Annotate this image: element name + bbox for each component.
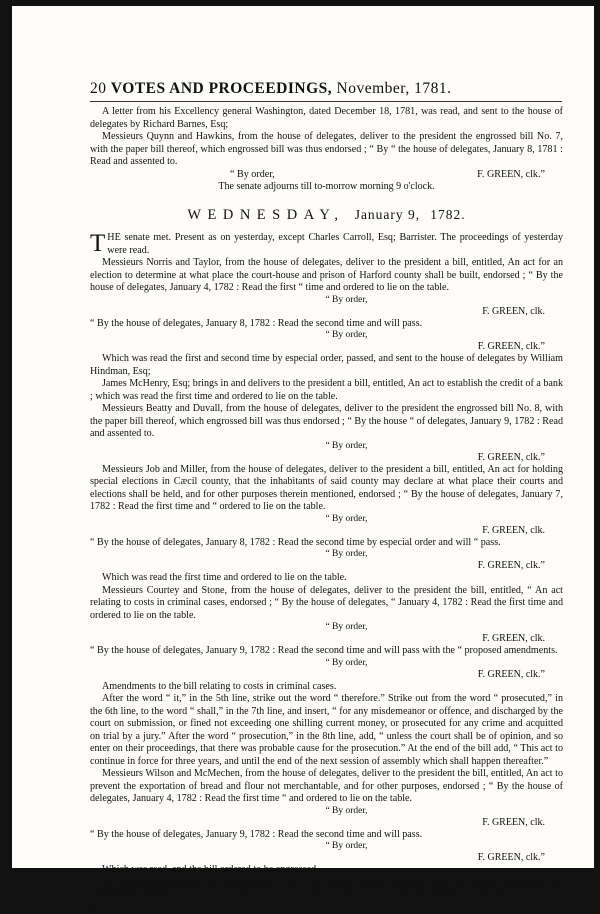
clerk-signature: F. GREEN, clk.” xyxy=(90,452,563,464)
by-order: “ By order, xyxy=(90,330,563,341)
paragraph: Which was read, and the bill ordered to be engrossed. xyxy=(90,864,563,877)
by-order: “ By order, xyxy=(90,549,563,560)
header-year: 1781. xyxy=(414,80,451,97)
by-order: “ By order, xyxy=(90,658,563,669)
by-order: “ By order, xyxy=(90,441,563,452)
clerk-signature: F. GREEN, clk. xyxy=(90,633,563,645)
document-page xyxy=(12,6,594,868)
clerk-signature: F. GREEN, clk.” xyxy=(90,669,563,681)
paragraph: Which was read the first time and ordered to lie on the table. xyxy=(90,572,563,585)
clerk-signature: F. GREEN, clk. xyxy=(90,525,563,537)
header-rule xyxy=(90,101,562,102)
paragraph: The senate proceeded to the consideration of the bill, entitled, An act relating to costs in criminal cases, with the amendments proposed by the house of delegates, and agreed to the 1st, 2d, and 4th, and rejected the 3d. xyxy=(90,877,563,902)
clerk-signature: F. GREEN, clk.” xyxy=(477,169,545,182)
by-order: “ By order, xyxy=(90,622,563,633)
paragraph: Messieurs Beatty and Duvall, from the house of delegates, deliver to the president the engrossed bill No. 8, with the paper bill thereof, which engrossed bill was thus endorsed ; “ By the house “ of delegates, January 9, 1782 : Read and assented to. xyxy=(90,403,563,441)
adjournment-note: The senate adjourns till to-morrow morning 9 o'clock. xyxy=(90,181,563,193)
paragraph: After the word “ it,” in the 5th line, strike out the word “ therefore.” Strike out from the word “ prosecuted,” in the 6th line, to the word “ shall,” in the 7th line, and insert, “ for any misdemeanor or offence, and discharged by the court on submission, or fined not exceeding one shilling current money, or prosecuted for any crime and acquitted on trial by a jury.” After the word “ prosecution,” in the 8th line, add, “ unless the court shall be of opinion, and so enter on their proceedings, that there was probable cause for the prosecution.” At the end of the bill add, “ This act to continue in force for three years, and until the end of the next session of assembly which shall happen thereafter.” xyxy=(90,693,563,768)
catchword: It xyxy=(90,902,563,914)
header-month: November, xyxy=(337,80,410,97)
by-order: “ By order, xyxy=(90,841,563,852)
by-order: “ By order, xyxy=(90,514,563,525)
paragraph: Messieurs Norris and Taylor, from the house of delegates, deliver to the president a bill, entitled, An act for an election to determine at what place the court-house and prison of Harford county shall be built, endorsed ; “ By the house of delegates, January 4, 1782 : Read the first “ time and ordered to lie on the table. xyxy=(90,257,563,295)
paragraph: Messieurs Wilson and McMechen, from the house of delegates, deliver to the president the bill, entitled, An act to prevent the exportation of bread and flour not merchantable, and for other purposes, endorsed ; “ By the house of delegates, January 4, 1782 : Read the first time “ and ordered to lie on the table. xyxy=(90,768,563,806)
clerk-signature: F. GREEN, clk.” xyxy=(90,341,563,353)
drop-cap: T xyxy=(90,234,105,254)
paragraph: HE senate met. Present as on yesterday, except Charles Carroll, Esq; Barrister. The proceedings of yesterday were read. xyxy=(107,232,563,256)
day-name: WEDNESDAY, xyxy=(187,207,344,223)
running-title: VOTES AND PROCEEDINGS, xyxy=(111,80,332,97)
paragraph: Amendments to the bill relating to costs in criminal cases. xyxy=(90,681,563,694)
paragraph: Messieurs Job and Miller, from the house of delegates, deliver to the president a bill, entitled, An act for holding special elections in Cæcil county, that the inhabitants of said county may declare at what place their courts and elections shall be held, and for other purposes therein mentioned, endorsed ; “ By the house of delegates, January 7, 1782 : Read the first time and “ ordered to lie on the table. xyxy=(90,464,563,514)
by-order: “ By order, xyxy=(90,806,563,817)
signature-line xyxy=(90,169,563,182)
by-order: “ By order, xyxy=(90,169,275,182)
clerk-signature: F. GREEN, clk. xyxy=(90,306,563,318)
by-order: “ By order, xyxy=(90,295,563,306)
day-date: January 9, xyxy=(355,207,420,222)
paragraph: “ By the house of delegates, January 8, 1782 : Read the second time by especial order and will “ pass. xyxy=(90,537,563,550)
page-number: 20 xyxy=(90,80,107,97)
paragraph: “ By the house of delegates, January 8, 1782 : Read the second time and will pass. xyxy=(90,318,563,331)
paragraph: A letter from his Excellency general Washington, dated December 18, 1781, was read, and sent to the house of delegates by Richard Barnes, Esq; xyxy=(90,106,563,131)
paragraph: Messieurs Quynn and Hawkins, from the house of delegates, deliver to the president the engrossed bill No. 7, with the paper bill thereof, which engrossed bill was thus endorsed ; “ By “ the house of delegates, January 8, 1781 : Read and assented to. xyxy=(90,131,563,169)
paragraph: James McHenry, Esq; brings in and delivers to the president a bill, entitled, An act to establish the credit of a bank ; which was read the first time and ordered to lie on the table. xyxy=(90,378,563,403)
paragraph: “ By the house of delegates, January 9, 1782 : Read the second time and will pass. xyxy=(90,829,563,842)
paragraph: Which was read the first and second time by especial order, passed, and sent to the house of delegates by William Hindman, Esq; xyxy=(90,353,563,378)
page-body xyxy=(90,106,563,914)
clerk-signature: F. GREEN, clk. xyxy=(90,817,563,829)
day-year: 1782. xyxy=(430,207,465,222)
paragraph: Messieurs Courtey and Stone, from the house of delegates, deliver to the president the bill, entitled, “ An act relating to costs in criminal cases, endorsed ; “ By the house of delegates, “ January 4, 1782 : Read the first time and ordered to lie on the table. xyxy=(90,585,563,623)
paragraph: “ By the house of delegates, January 9, 1782 : Read the second time and will pass with the “ proposed amendments. xyxy=(90,645,563,658)
clerk-signature: F. GREEN, clk.” xyxy=(90,852,563,864)
clerk-signature: F. GREEN, clk.” xyxy=(90,560,563,572)
day-heading xyxy=(90,207,563,224)
running-header xyxy=(90,80,570,98)
